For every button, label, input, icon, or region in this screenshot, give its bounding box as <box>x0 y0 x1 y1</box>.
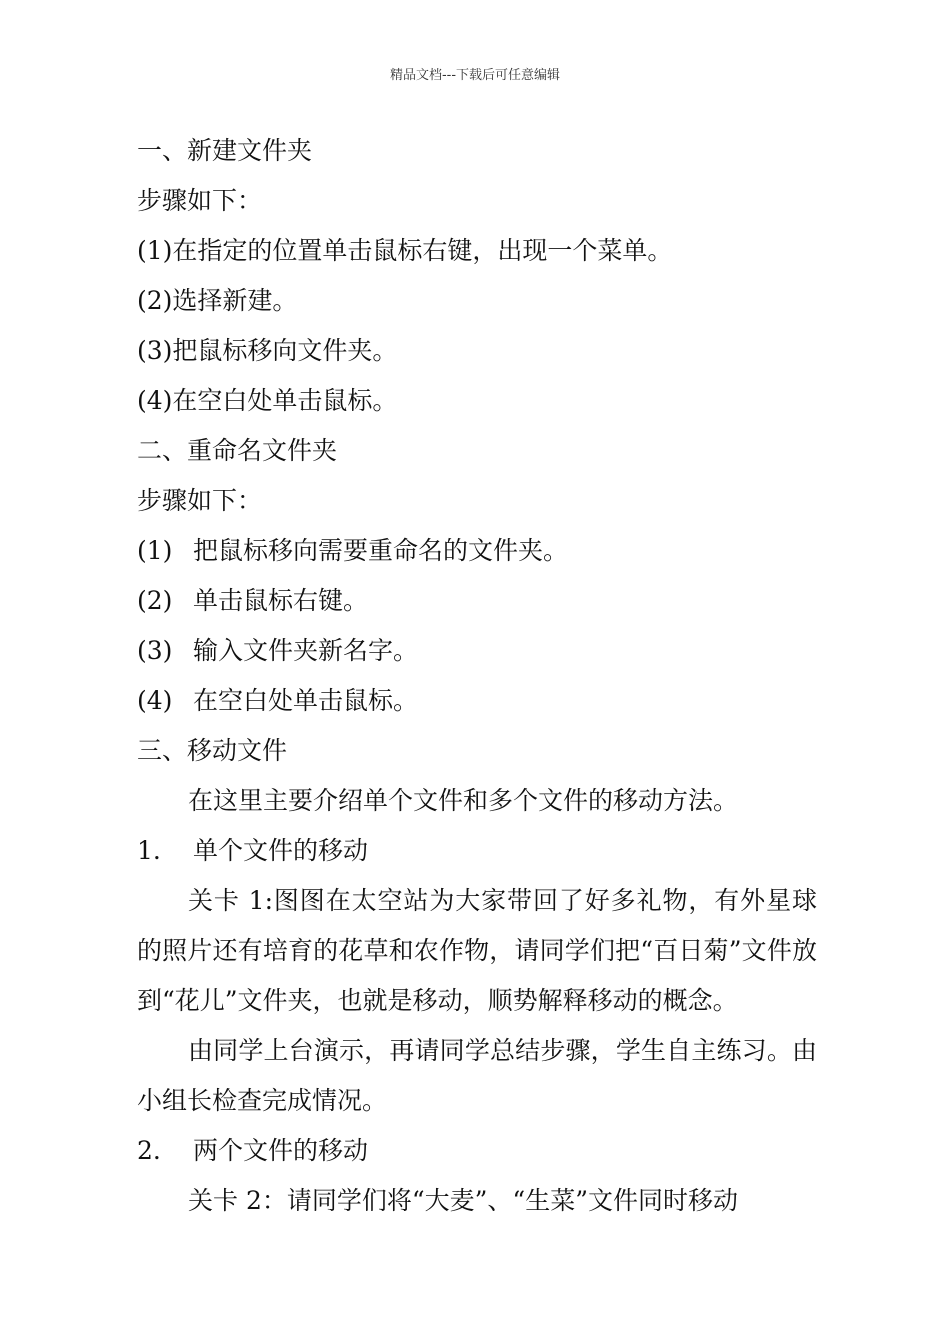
page-header: 精品文档---下载后可任意编辑 <box>389 68 561 83</box>
step-number: (2) <box>137 586 173 615</box>
section2-step-4 <box>137 676 817 726</box>
subsection-title: 两个文件的移动 <box>193 1136 369 1165</box>
subsection2-level-paragraph: 关卡 2：请同学们将“大麦”、“生菜”文件同时移动 <box>188 1186 738 1215</box>
section1-step-4: (4)在空白处单击鼠标。 <box>137 386 398 415</box>
subsection2-heading <box>137 1126 817 1176</box>
section2-step-1 <box>137 526 817 576</box>
subsection1-level-paragraph: 关卡 1:图图在太空站为大家带回了好多礼物，有外星球的照片还有培育的花草和农作物，请同学们把“百日菊”文件放到“花儿”文件夹，也就是移动，顺势解释移动的概念。 <box>137 886 817 1015</box>
step-text: 在空白处单击鼠标。 <box>193 686 419 715</box>
section2-step-2 <box>137 576 817 626</box>
step-text: 把鼠标移向需要重命名的文件夹。 <box>193 536 569 565</box>
section2-steps-intro: 步骤如下： <box>137 486 263 515</box>
step-text: 输入文件夹新名字。 <box>193 636 419 665</box>
section1-step-2: (2)选择新建。 <box>137 286 298 315</box>
step-number: (4) <box>137 686 173 715</box>
subsection-number: 2. <box>137 1136 161 1165</box>
step-text: 单击鼠标右键。 <box>193 586 369 615</box>
subsection-number: 1. <box>137 836 161 865</box>
section2-title: 二、重命名文件夹 <box>137 436 338 465</box>
section1-title: 一、新建文件夹 <box>137 136 313 165</box>
subsection1-demo-paragraph: 由同学上台演示，再请同学总结步骤，学生自主练习。由小组长检查完成情况。 <box>137 1036 817 1115</box>
step-number: (3) <box>137 636 173 665</box>
section1-step-3: (3)把鼠标移向文件夹。 <box>137 336 398 365</box>
subsection1-heading <box>137 826 817 876</box>
subsection-title: 单个文件的移动 <box>193 836 369 865</box>
section1-steps-intro: 步骤如下： <box>137 186 263 215</box>
section3-intro: 在这里主要介绍单个文件和多个文件的移动方法。 <box>188 786 739 815</box>
step-number: (1) <box>137 536 173 565</box>
section2-step-3 <box>137 626 817 676</box>
document-body <box>137 126 817 1226</box>
section1-step-1: (1)在指定的位置单击鼠标右键，出现一个菜单。 <box>137 236 673 265</box>
section3-title: 三、移动文件 <box>137 736 288 765</box>
